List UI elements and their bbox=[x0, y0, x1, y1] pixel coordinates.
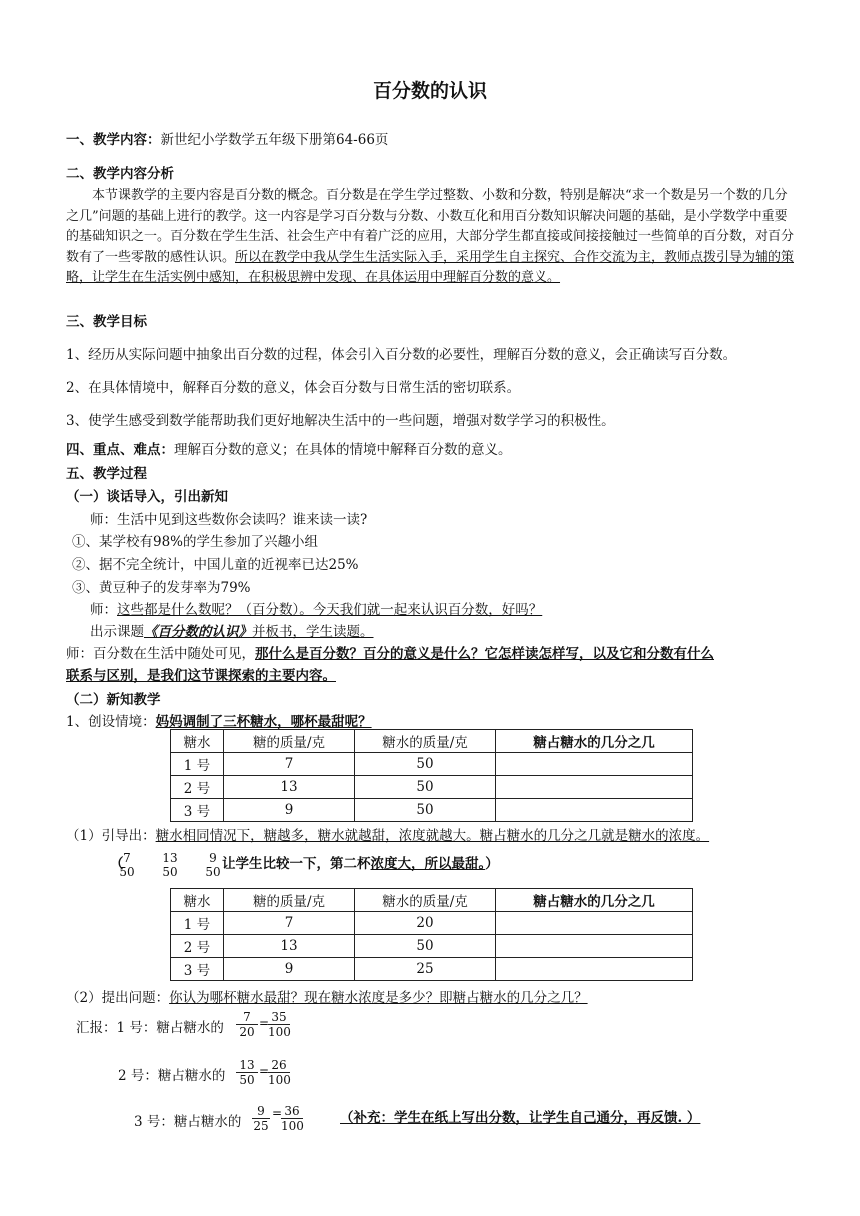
table-header-row: 糖水 糖的质量/克 糖水的质量/克 糖占糖水的几分之几 bbox=[171, 889, 693, 912]
example-2: ②、据不完全统计，中国儿童的近视率已达25% bbox=[72, 557, 359, 573]
section-content: 一、教学内容：新世纪小学数学五年级下册第64-66页 bbox=[66, 132, 389, 148]
equals-sign: = bbox=[272, 1106, 283, 1120]
table-row: 1 号 7 20 bbox=[171, 912, 693, 935]
section-keypoints: 四、重点、难点：理解百分数的意义；在具体的情境中解释百分数的意义。 bbox=[66, 442, 512, 458]
compare-open-paren: （ bbox=[110, 856, 124, 872]
fraction-9-25: $\frac{9}{25}$ bbox=[253, 1104, 269, 1133]
fraction-9-50: 9 50 bbox=[205, 851, 221, 879]
subsection-intro: （一）谈话导入，引出新知 bbox=[66, 489, 228, 505]
subsection-new: （二）新知教学 bbox=[66, 692, 161, 708]
section-analysis-heading: 二、教学内容分析 bbox=[66, 166, 174, 182]
fraction-7-50: 7 50 bbox=[119, 851, 135, 879]
example-1: ①、某学校有98%的学生参加了兴趣小组 bbox=[72, 534, 319, 550]
topic-line: 出示课题《百分数的认识》并板书，学生读题。 bbox=[90, 624, 374, 640]
section-goals-heading: 三、教学目标 bbox=[66, 314, 147, 330]
teacher-line-2: 师：这些都是什么数呢？（百分数）。今天我们就一起来认识百分数，好吗？ bbox=[90, 602, 543, 618]
equals-sign: = bbox=[259, 1016, 270, 1030]
goal-2: 2、在具体情境中，解释百分数的意义，体会百分数与日常生活的密切联系。 bbox=[66, 380, 521, 396]
fraction-26-100: $\frac{26}{100}$ bbox=[268, 1058, 291, 1087]
fraction-7-20: $\frac{7}{20}$ bbox=[236, 1010, 258, 1039]
report-1-label: 汇报：1 号：糖占糖水的 bbox=[76, 1020, 224, 1036]
fraction-35-100: $\frac{35}{100}$ bbox=[268, 1010, 291, 1039]
goal-3: 3、使学生感受到数学能帮助我们更好地解决生活中的一些问题，增强对数学学习的积极性。 bbox=[66, 413, 615, 429]
fraction-36-100: $\frac{36}{100}$ bbox=[281, 1104, 304, 1133]
table-row: 2 号 13 50 bbox=[171, 776, 693, 799]
analysis-paragraph: 本节课教学的主要内容是百分数的概念。百分数是在学生学过整数、小数和分数，特别是解决“求一个数是另一个数的几分之几”问题的基础上进行的教学。这一内容是学习百分数与分数、小数互化和用百分数知识解决问题的基础，是小学数学中重要的基础知识之一。百分数在学生生活、社会生产中有着广泛的应用，大部分学生都直接或间接接触过一些简单的百分数，对百分数有了一些零散的感性认识。所以在教学中我从学生生活实际入手，采用学生自主探究、合作交流为主，教师点拨引导为辅的策略，让学生在生活实例中感知，在积极思辨中发现、在具体运用中理解百分数的意义。 bbox=[66, 188, 795, 285]
scenario-line: 1、创设情境：妈妈调制了三杯糖水，哪杯最甜呢？ bbox=[66, 714, 372, 730]
table-row: 3 号 9 50 bbox=[171, 799, 693, 822]
teacher-line-3-cont: 联系与区别，是我们这节课探索的主要内容。 bbox=[66, 668, 336, 684]
guide-line: （1）引导出：糖水相同情况下，糖越多，糖水就越甜，浓度就越大。糖占糖水的几分之几就是糖水的浓度。 bbox=[66, 828, 710, 844]
example-3: ③、黄豆种子的发芽率为79% bbox=[72, 580, 251, 596]
page-title: 百分数的认识 bbox=[372, 80, 487, 102]
table-row: 1 号 7 50 bbox=[171, 753, 693, 776]
table-header-row: 糖水 糖的质量/克 糖水的质量/克 糖占糖水的几分之几 bbox=[171, 730, 693, 753]
section-process-heading: 五、教学过程 bbox=[66, 466, 147, 482]
goal-1: 1、经历从实际问题中抽象出百分数的过程，体会引入百分数的必要性，理解百分数的意义，会正确读写百分数。 bbox=[66, 347, 737, 363]
fraction-13-50: 13 50 bbox=[162, 851, 178, 879]
question-line: （2）提出问题：你认为哪杯糖水最甜？现在糖水浓度是多少？即糖占糖水的几分之几？ bbox=[66, 990, 588, 1006]
sugar-table-2 bbox=[170, 888, 693, 981]
table-row: 3 号 9 25 bbox=[171, 958, 693, 981]
report-3-label: 3 号：糖占糖水的 bbox=[134, 1114, 242, 1130]
teacher-line-1: 师：生活中见到这些数你会读吗？谁来读一读? bbox=[90, 512, 368, 528]
fraction-13-50: $\frac{13}{50}$ bbox=[236, 1058, 258, 1087]
compare-text: 让学生比较一下，第二杯浓度大，所以最甜。） bbox=[222, 856, 499, 872]
teacher-line-3: 师：百分数在生活中随处可见，那什么是百分数？百分的意义是什么？它怎样读怎样写，以及它和分数有什么 bbox=[66, 646, 714, 662]
equals-sign: = bbox=[259, 1064, 270, 1078]
report-2-label: 2 号：糖占糖水的 bbox=[118, 1068, 226, 1084]
sugar-table-1 bbox=[170, 729, 693, 822]
table-row: 2 号 13 50 bbox=[171, 935, 693, 958]
supplement-note: （补充：学生在纸上写出分数，让学生自己通分，再反馈. ） bbox=[340, 1110, 701, 1126]
